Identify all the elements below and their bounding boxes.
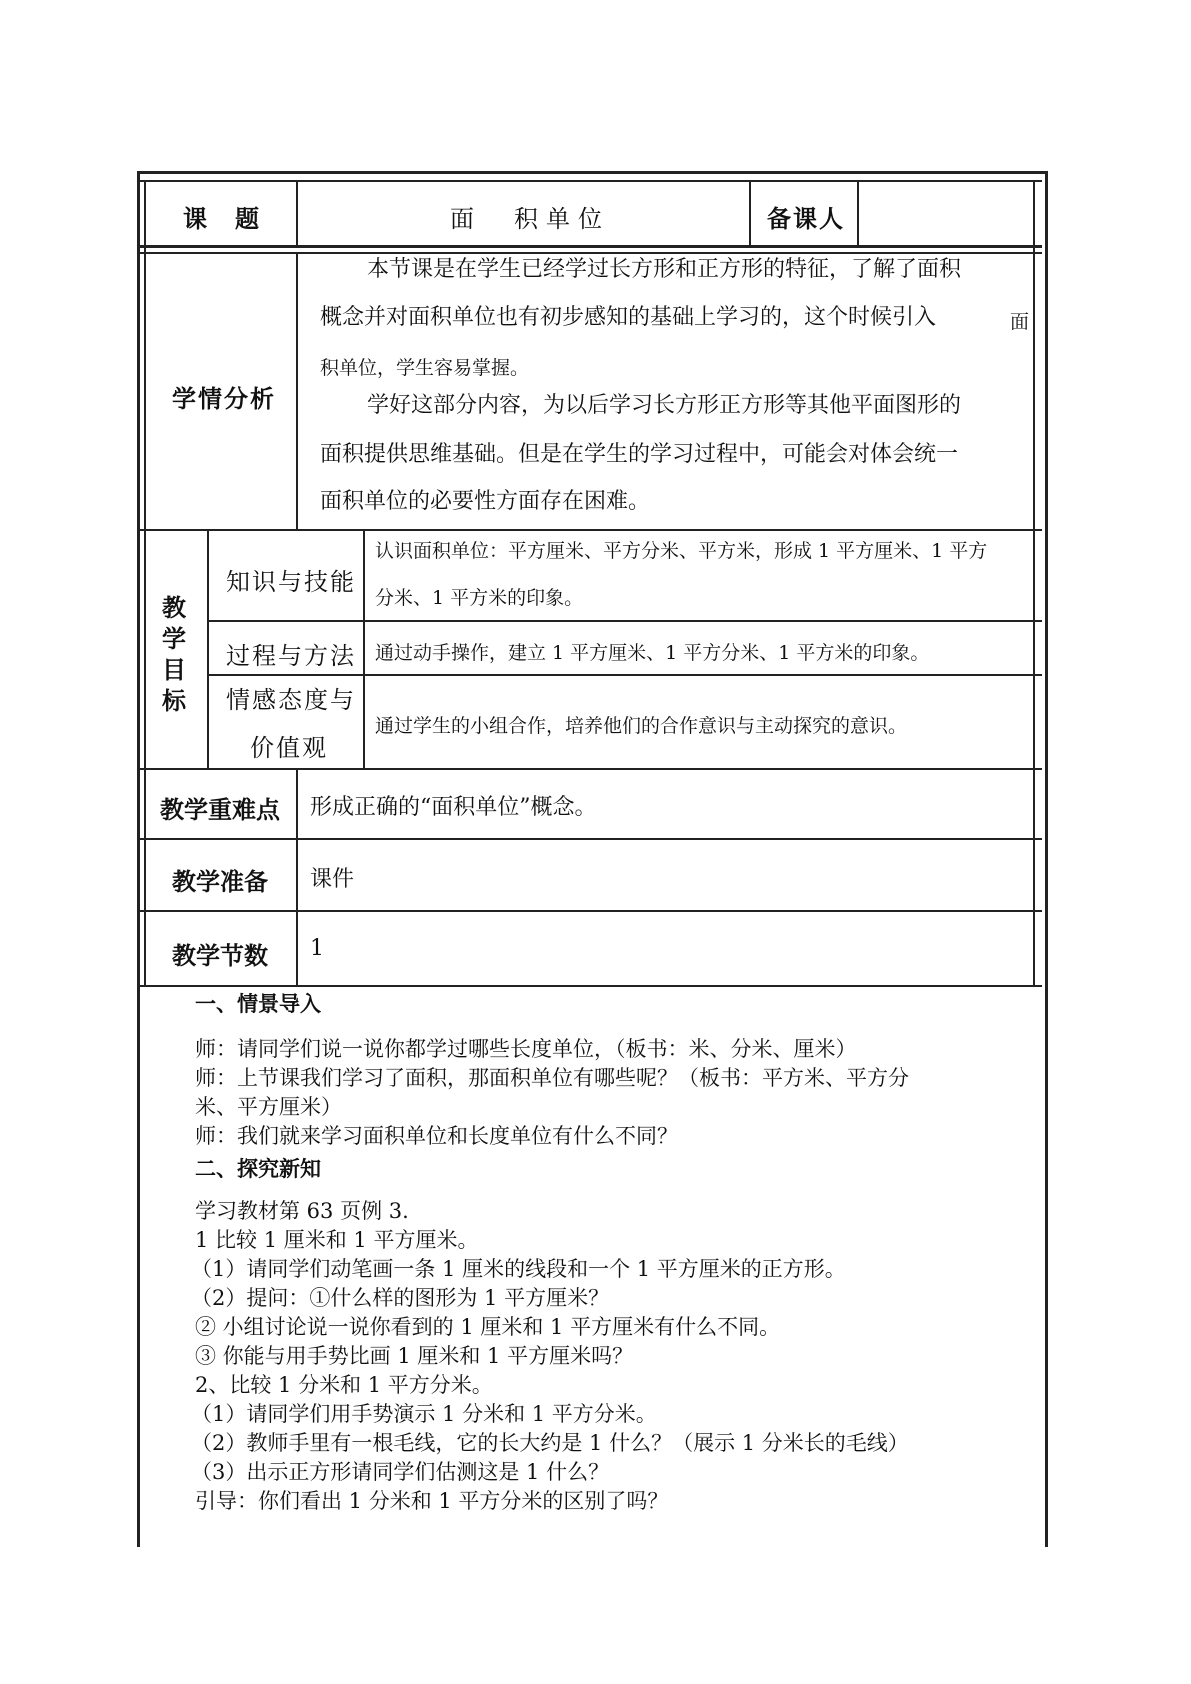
objectives-label-char-1: 教 [162, 593, 188, 622]
process-line-7: 二、探究新知 [195, 1156, 321, 1181]
analysis-line-1: 本节课是在学生已经学过长方形和正方形的特征，了解了面积 [367, 257, 962, 282]
analysis-line-2-tail: 面 [1010, 311, 1030, 333]
keypoints-value: 形成正确的“面积单位”概念。 [310, 795, 597, 820]
emotion-label-line-2: 价值观 [250, 734, 328, 762]
process-line-12: （2）提问：①什么样的图形为 1 平方厘米？ [191, 1286, 610, 1310]
preparation-value: 课件 [310, 867, 355, 892]
process-label: 过程与方法 [226, 642, 356, 670]
process-text: 通过动手操作，建立 1 平方厘米、1 平方分米、1 平方米的印象。 [375, 642, 930, 664]
rule-sessions-bottom [140, 985, 1042, 987]
analysis-line-4: 学好这部分内容，为以后学习长方形正方形等其他平面图形的 [367, 393, 962, 418]
rule-header-col1 [296, 180, 298, 245]
knowledge-line-2: 分米、1 平方米的印象。 [375, 587, 584, 609]
rule-preparation-bottom [140, 910, 1042, 912]
preparation-label: 教学准备 [172, 867, 268, 896]
topic-value: 面 积单位 [450, 205, 610, 233]
rule-objectives-top [140, 529, 1042, 531]
process-line-16: （1）请同学们用手势演示 1 分米和 1 平方分米。 [191, 1402, 657, 1426]
rule-header-col2 [749, 180, 751, 245]
process-line-15: 2、比较 1 分米和 1 平方分米。 [195, 1373, 493, 1397]
rule-bottom-rows-col [296, 768, 298, 985]
analysis-line-3: 积单位，学生容易掌握。 [320, 357, 530, 379]
objectives-label-char-3: 目 [162, 655, 188, 684]
rule-inner-left [144, 180, 146, 986]
rule-inner-right [1033, 180, 1035, 986]
rule-header-col3 [857, 180, 859, 245]
rule-knowledge-bottom [207, 620, 1042, 622]
keypoints-label: 教学重难点 [160, 795, 280, 824]
knowledge-line-1: 认识面积单位：平方厘米、平方分米、平方米，形成 1 平方厘米、1 平方 [375, 540, 988, 562]
preparer-label: 备课人 [767, 204, 845, 233]
process-line-17: （2）教师手里有一根毛线，它的长大约是 1 什么？（展示 1 分米长的毛线） [191, 1431, 909, 1455]
process-line-9: 学习教材第 63 页例 3. [195, 1199, 409, 1223]
process-line-1: 一、情景导入 [195, 991, 321, 1016]
rule-keypoints-bottom [140, 838, 1042, 840]
process-line-4: 师：上节课我们学习了面积，那面积单位有哪些呢？（板书：平方米、平方分 [195, 1066, 909, 1090]
sessions-value: 1 [310, 936, 324, 961]
process-line-10: 1 比较 1 厘米和 1 平方厘米。 [195, 1228, 479, 1252]
analysis-line-5: 面积提供思维基础。但是在学生的学习过程中，可能会对体会统一 [320, 442, 959, 467]
analysis-line-2: 概念并对面积单位也有初步感知的基础上学习的，这个时候引入 [320, 305, 937, 330]
emotion-label-line-1: 情感态度与 [226, 686, 356, 714]
process-line-18: （3）出示正方形请同学们估测这是 1 什么？ [191, 1460, 610, 1484]
rule-objectives-bottom [140, 768, 1042, 770]
process-line-13: ② 小组讨论说一说你看到的 1 厘米和 1 平方厘米有什么不同。 [195, 1315, 781, 1339]
rule-objectives-col1 [207, 529, 209, 768]
objectives-label-char-4: 标 [162, 686, 188, 715]
analysis-line-6: 面积单位的必要性方面存在困难。 [320, 489, 651, 514]
topic-label: 课 题 [183, 204, 261, 233]
analysis-label: 学情分析 [172, 384, 276, 413]
knowledge-label: 知识与技能 [226, 568, 356, 596]
process-line-19: 引导：你们看出 1 分米和 1 平方分米的区别了吗？ [195, 1489, 669, 1513]
rule-objectives-col2 [363, 529, 365, 768]
objectives-label-char-2: 学 [162, 624, 188, 653]
rule-analysis-col [296, 252, 298, 529]
rule-header-top [140, 180, 1042, 182]
process-line-6: 师：我们就来学习面积单位和长度单位有什么不同？ [195, 1124, 678, 1148]
sessions-label: 教学节数 [172, 941, 268, 970]
process-line-11: （1）请同学们动笔画一条 1 厘米的线段和一个 1 平方厘米的正方形。 [191, 1257, 846, 1281]
emotion-text: 通过学生的小组合作，培养他们的合作意识与主动探究的意识。 [375, 715, 908, 737]
process-line-5: 米、平方厘米） [195, 1095, 342, 1119]
process-line-3: 师：请同学们说一说你都学过哪些长度单位，（板书：米、分米、厘米） [195, 1037, 857, 1061]
rule-process-bottom [207, 674, 1042, 676]
process-line-14: ③ 你能与用手势比画 1 厘米和 1 平方厘米吗？ [195, 1344, 634, 1368]
